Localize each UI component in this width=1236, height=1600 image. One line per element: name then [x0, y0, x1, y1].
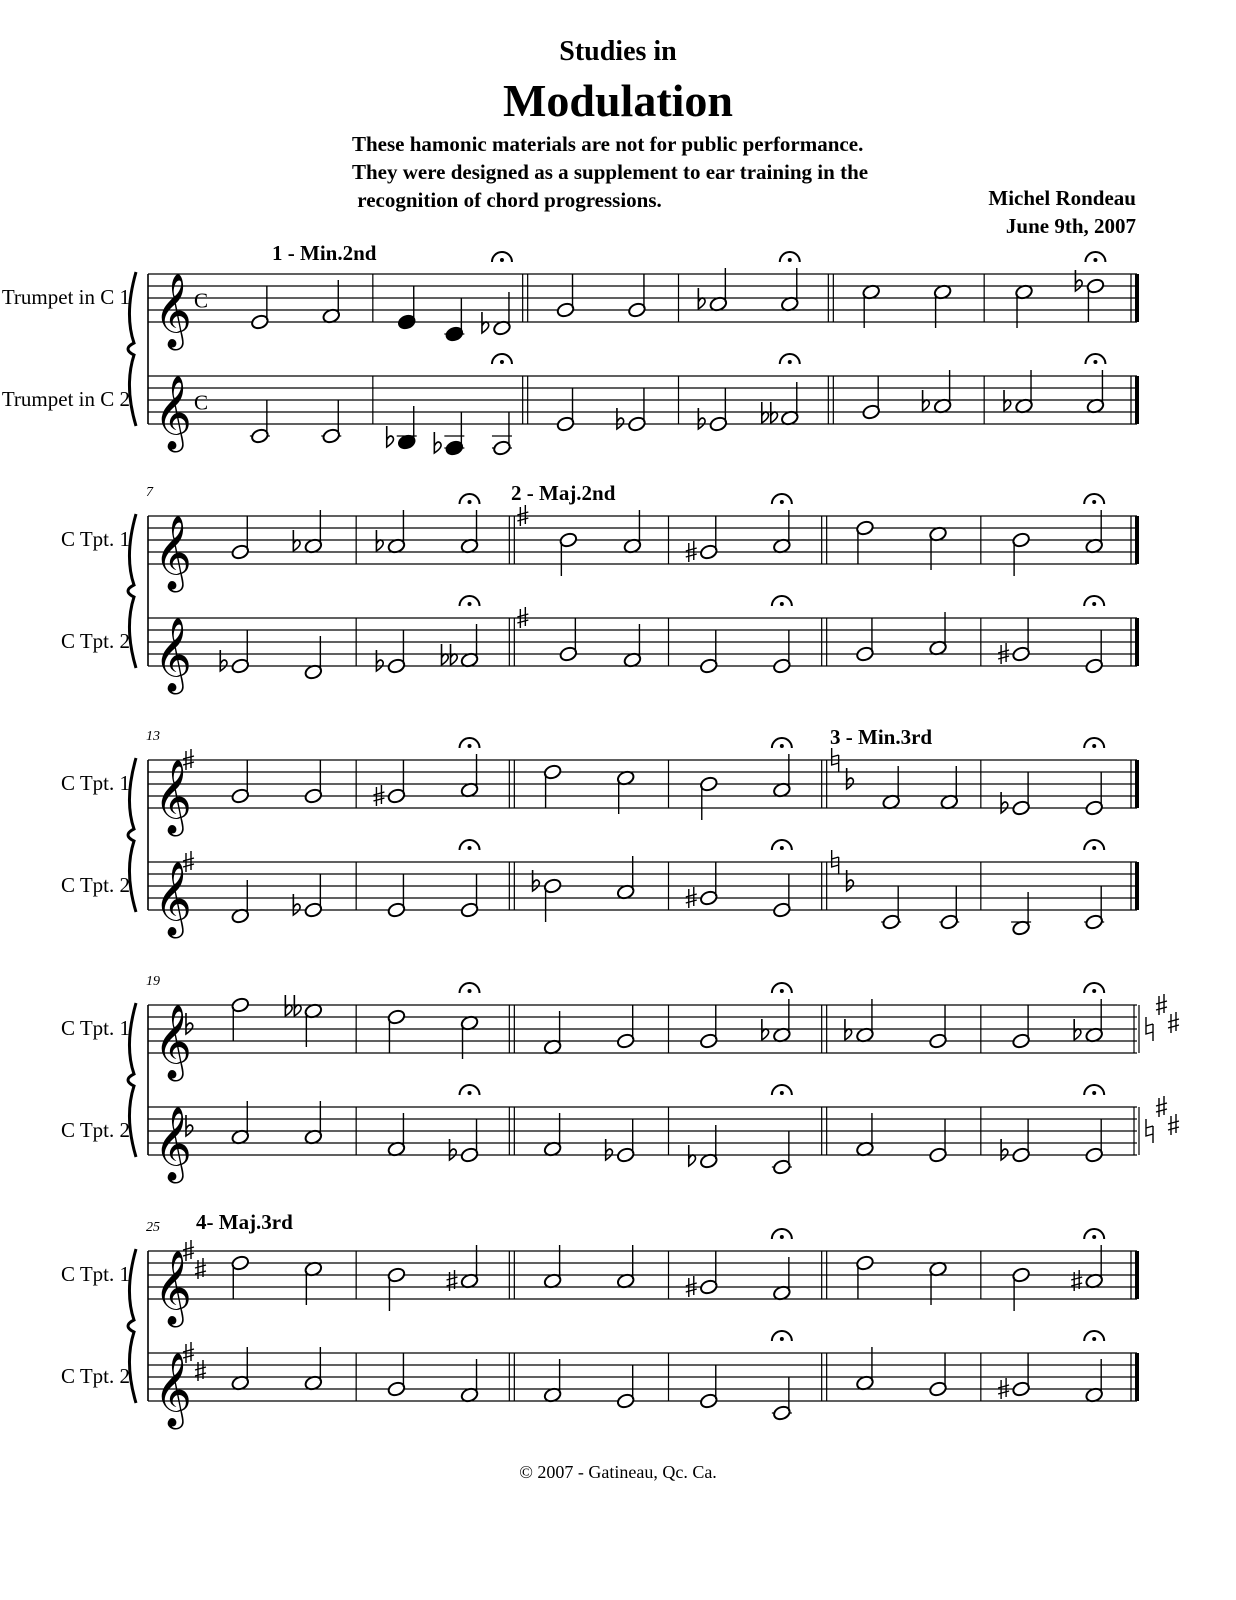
fermata-dot — [780, 1091, 784, 1095]
fermata-dot — [780, 1235, 784, 1239]
treble-clef-icon: 𝄞 — [154, 1251, 192, 1325]
fermata-dot — [1092, 744, 1096, 748]
instrument-name-2: C Tpt. 2 — [60, 873, 130, 897]
score-system — [61, 729, 1137, 939]
measure-number: 19 — [146, 974, 160, 989]
flat-sign — [220, 650, 227, 671]
sharp-sign — [1168, 1012, 1179, 1033]
treble-clef-icon: 𝄞 — [154, 1005, 192, 1079]
treble-clef-icon: 𝄞 — [154, 760, 192, 834]
treble-clef-icon: 𝄞 — [154, 274, 192, 348]
instrument-name-1: Trumpet in C 1 — [1, 285, 130, 309]
treble-clef-icon: 𝄞 — [154, 862, 192, 936]
natural-sign — [1146, 1119, 1153, 1143]
fermata-dot — [780, 744, 784, 748]
fermata-dot — [1092, 1337, 1096, 1341]
fermata-dot — [1092, 602, 1096, 606]
score-title: Modulation — [502, 75, 734, 126]
fermata-dot — [468, 989, 472, 993]
fermata-dot — [788, 360, 792, 364]
instrument-name-2: Trumpet in C 2 — [1, 387, 130, 411]
fermata-dot — [1093, 258, 1097, 262]
treble-clef-icon: 𝄞 — [154, 376, 192, 450]
treble-clef-icon: 𝄞 — [154, 1107, 192, 1181]
flat-sign — [847, 870, 854, 891]
section-heading: 1 - Min.2nd — [272, 241, 377, 265]
common-time-sig: C — [194, 288, 209, 313]
instrument-name-2: C Tpt. 2 — [60, 1364, 130, 1388]
fermata-dot — [468, 500, 472, 504]
score-system — [2, 252, 1137, 456]
fermata-dot — [500, 258, 504, 262]
instrument-name-1: C Tpt. 1 — [60, 1016, 130, 1040]
treble-clef-icon: 𝄞 — [154, 516, 192, 590]
measure-number: 7 — [146, 485, 153, 500]
sharp-sign — [1168, 1114, 1179, 1135]
copyright-footer: © 2007 - Gatineau, Qc. Ca. — [519, 1462, 717, 1482]
fermata-dot — [1092, 500, 1096, 504]
treble-clef-icon: 𝄞 — [154, 618, 192, 692]
sharp-sign — [1156, 994, 1167, 1015]
score-system — [61, 1220, 1137, 1430]
instrument-name-2: C Tpt. 2 — [60, 629, 130, 653]
instrument-name-2: C Tpt. 2 — [60, 1118, 130, 1142]
composer-name: Michel Rondeau — [988, 186, 1136, 210]
section-heading: 3 - Min.3rd — [830, 725, 933, 749]
instrument-name-1: C Tpt. 1 — [60, 1262, 130, 1286]
instrument-name-1: C Tpt. 1 — [60, 771, 130, 795]
flat-sign — [698, 408, 705, 429]
fermata-dot — [780, 846, 784, 850]
fermata-dot — [788, 258, 792, 262]
flat-sign — [434, 432, 441, 453]
flat-sign — [606, 1139, 613, 1160]
common-time-sig: C — [194, 390, 209, 415]
section-heading: 2 - Maj.2nd — [511, 481, 616, 505]
sharp-sign — [195, 1258, 206, 1279]
fermata-dot — [1092, 1235, 1096, 1239]
fermata-dot — [468, 744, 472, 748]
fermata-dot — [468, 602, 472, 606]
fermata-dot — [468, 1091, 472, 1095]
measure-number: 25 — [146, 1220, 160, 1235]
treble-clef-icon: 𝄞 — [154, 1353, 192, 1427]
fermata-dot — [780, 1337, 784, 1341]
flat-sign — [1075, 270, 1082, 291]
fermata-dot — [1092, 989, 1096, 993]
fermata-dot — [1092, 1091, 1096, 1095]
flat-sign — [617, 408, 624, 429]
instrument-name-1: C Tpt. 1 — [60, 527, 130, 551]
sharp-sign — [195, 1360, 206, 1381]
flat-sign — [1001, 1139, 1008, 1160]
fermata-dot — [780, 500, 784, 504]
sharp-sign — [447, 1270, 458, 1291]
flat-sign — [533, 870, 540, 891]
measure-number: 13 — [146, 729, 160, 744]
sharp-sign — [1071, 1270, 1082, 1291]
score-system — [61, 485, 1137, 695]
score-subtitle: Studies in — [559, 36, 677, 67]
flat-sign — [847, 768, 854, 789]
section-heading: 4- Maj.3rd — [196, 1210, 293, 1234]
natural-sign — [1146, 1017, 1153, 1041]
flat-sign — [387, 426, 394, 447]
flat-sign — [293, 894, 300, 915]
fermata-dot — [468, 846, 472, 850]
fermata-dot — [780, 989, 784, 993]
fermata-dot — [780, 602, 784, 606]
flat-sign — [450, 1139, 457, 1160]
fermata-dot — [1093, 360, 1097, 364]
score-system — [61, 974, 1179, 1184]
sharp-sign — [1156, 1096, 1167, 1117]
flat-sign — [1001, 792, 1008, 813]
score-note: These hamonic materials are not for public performance. They were designed as a supplement to ear training in the recognition of chord progressions. — [352, 132, 869, 212]
fermata-dot — [1092, 846, 1096, 850]
flat-sign — [376, 650, 383, 671]
fermata-dot — [500, 360, 504, 364]
composition-date: June 9th, 2007 — [1005, 214, 1136, 238]
